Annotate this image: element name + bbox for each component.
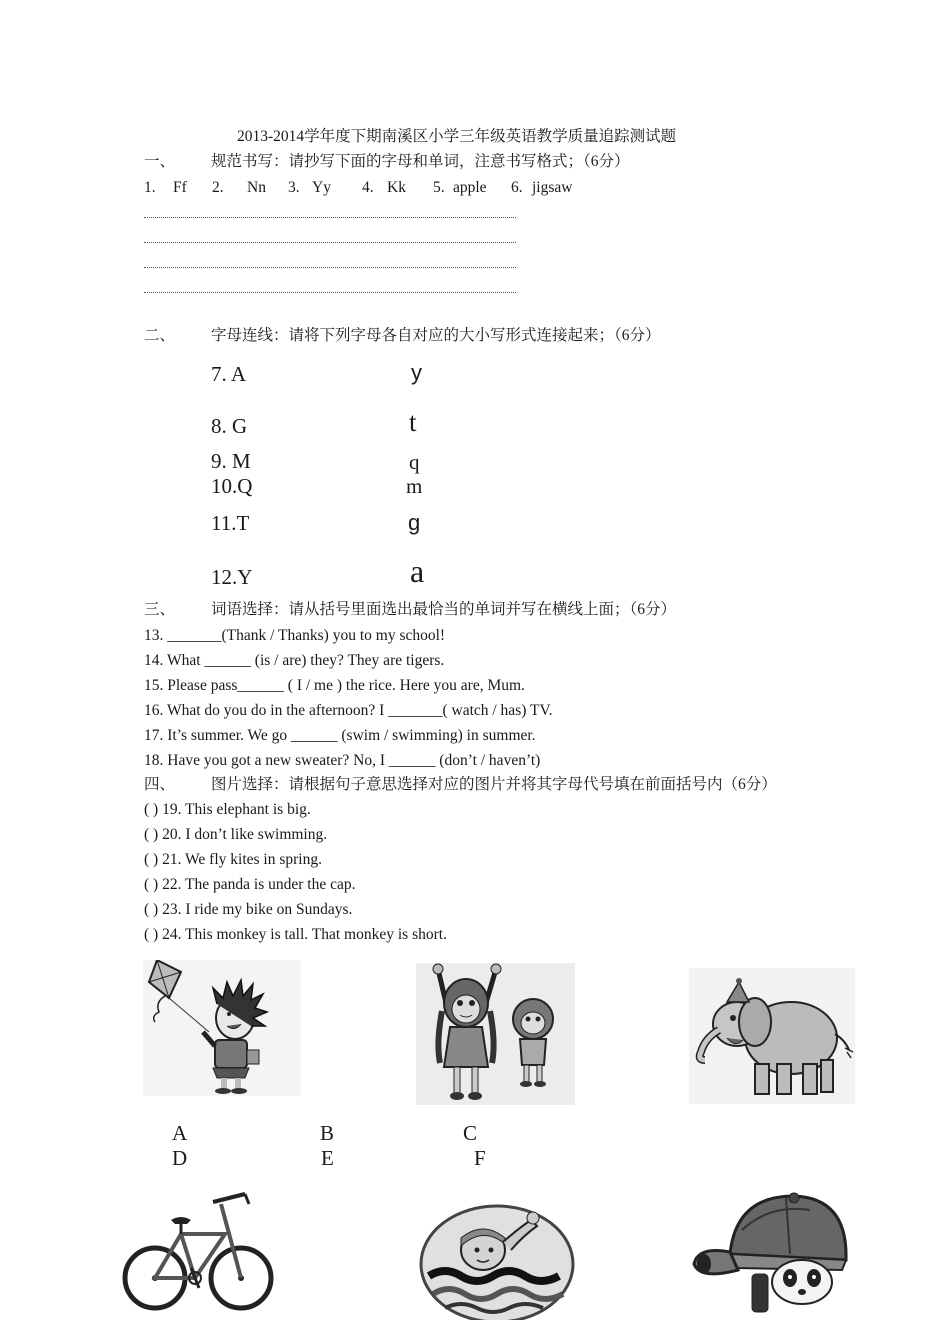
s3-question-15: 15. Please pass______ ( I / me ) the rice. Here you are, Mum. [144,677,525,694]
kite-boy-picture [143,960,301,1096]
match-left-6: 12.Y [211,565,253,589]
s4-question-22: ( ) 22. The panda is under the cap. [144,876,356,893]
s1-item-4-word: Kk [387,179,406,196]
s1-item-6-num: 6. [511,179,523,196]
s4-question-23: ( ) 23. I ride my bike on Sundays. [144,901,353,918]
section-2-instruction: 字母连线：请将下列字母各自对应的大小写形式连接起来；（6分） [211,327,661,344]
match-left-4: 10.Q [211,474,253,498]
s3-question-17: 17. It’s summer. We go ______ (swim / swimming) in summer. [144,727,536,744]
s3-question-16: 16. What do you do in the afternoon? I _______( watch / has) TV. [144,702,553,719]
s1-item-4-num: 4. [362,179,374,196]
writing-line-2 [144,242,516,243]
section-3-instruction: 词语选择：请从括号里面选出最恰当的单词并写在横线上面；（6分） [211,601,677,618]
section-1-number: 一、 [144,153,176,170]
section-4-number: 四、 [144,776,176,793]
writing-line-1 [144,217,516,218]
bicycle-picture [121,1190,277,1314]
match-right-3: q [409,450,420,474]
s3-question-18: 18. Have you got a new sweater? No, I ______ (don’t / haven’t) [144,752,541,769]
s1-item-1-num: 1. [144,179,156,196]
picture-label-a: A [172,1121,188,1145]
s1-item-2-word: Nn [247,179,266,196]
writing-line-4 [144,292,516,293]
match-left-5: 11.T [211,511,250,535]
s4-question-19: ( ) 19. This elephant is big. [144,801,311,818]
section-2-number: 二、 [144,327,176,344]
section-1-instruction: 规范书写：请抄写下面的字母和单词，注意书写格式；（6分） [211,153,630,170]
monkeys-picture [416,963,575,1105]
s1-item-3-num: 3. [288,179,300,196]
match-right-1: y [411,360,422,385]
s1-item-5-word: apple [453,179,487,196]
panda-under-cap-picture [690,1190,852,1320]
swimmer-picture [419,1198,575,1320]
match-right-6: a [410,553,425,589]
page-title: 2013-2014学年度下期南溪区小学三年级英语教学质量追踪测试题 [237,128,677,145]
writing-line-3 [144,267,516,268]
picture-label-d: D [172,1146,188,1170]
s4-question-20: ( ) 20. I don’t like swimming. [144,826,328,843]
s1-item-1-word: Ff [173,179,187,196]
section-3-number: 三、 [144,601,176,618]
picture-label-c: C [463,1121,478,1145]
s1-item-6-word: jigsaw [532,179,573,196]
picture-label-e: E [321,1146,334,1170]
s3-question-14: 14. What ______ (is / are) they? They are tigers. [144,652,445,669]
match-right-2: t [409,407,417,437]
match-left-3: 9. M [211,449,251,473]
match-right-5: g [408,510,421,535]
s3-question-13: 13. _______(Thank / Thanks) you to my school! [144,627,446,644]
s4-question-21: ( ) 21. We fly kites in spring. [144,851,322,868]
s1-item-3-word: Yy [312,179,331,196]
picture-label-f: F [474,1146,486,1170]
section-4-instruction: 图片选择：请根据句子意思选择对应的图片并将其字母代号填在前面括号内（6分） [211,776,777,793]
match-left-1: 7. A [211,362,247,386]
picture-label-b: B [320,1121,335,1145]
s1-item-5-num: 5. [433,179,445,196]
s1-item-2-num: 2. [212,179,224,196]
match-right-4: m [406,474,423,498]
match-left-2: 8. G [211,414,248,438]
s4-question-24: ( ) 24. This monkey is tall. That monkey is short. [144,926,447,943]
elephant-picture [689,968,855,1104]
